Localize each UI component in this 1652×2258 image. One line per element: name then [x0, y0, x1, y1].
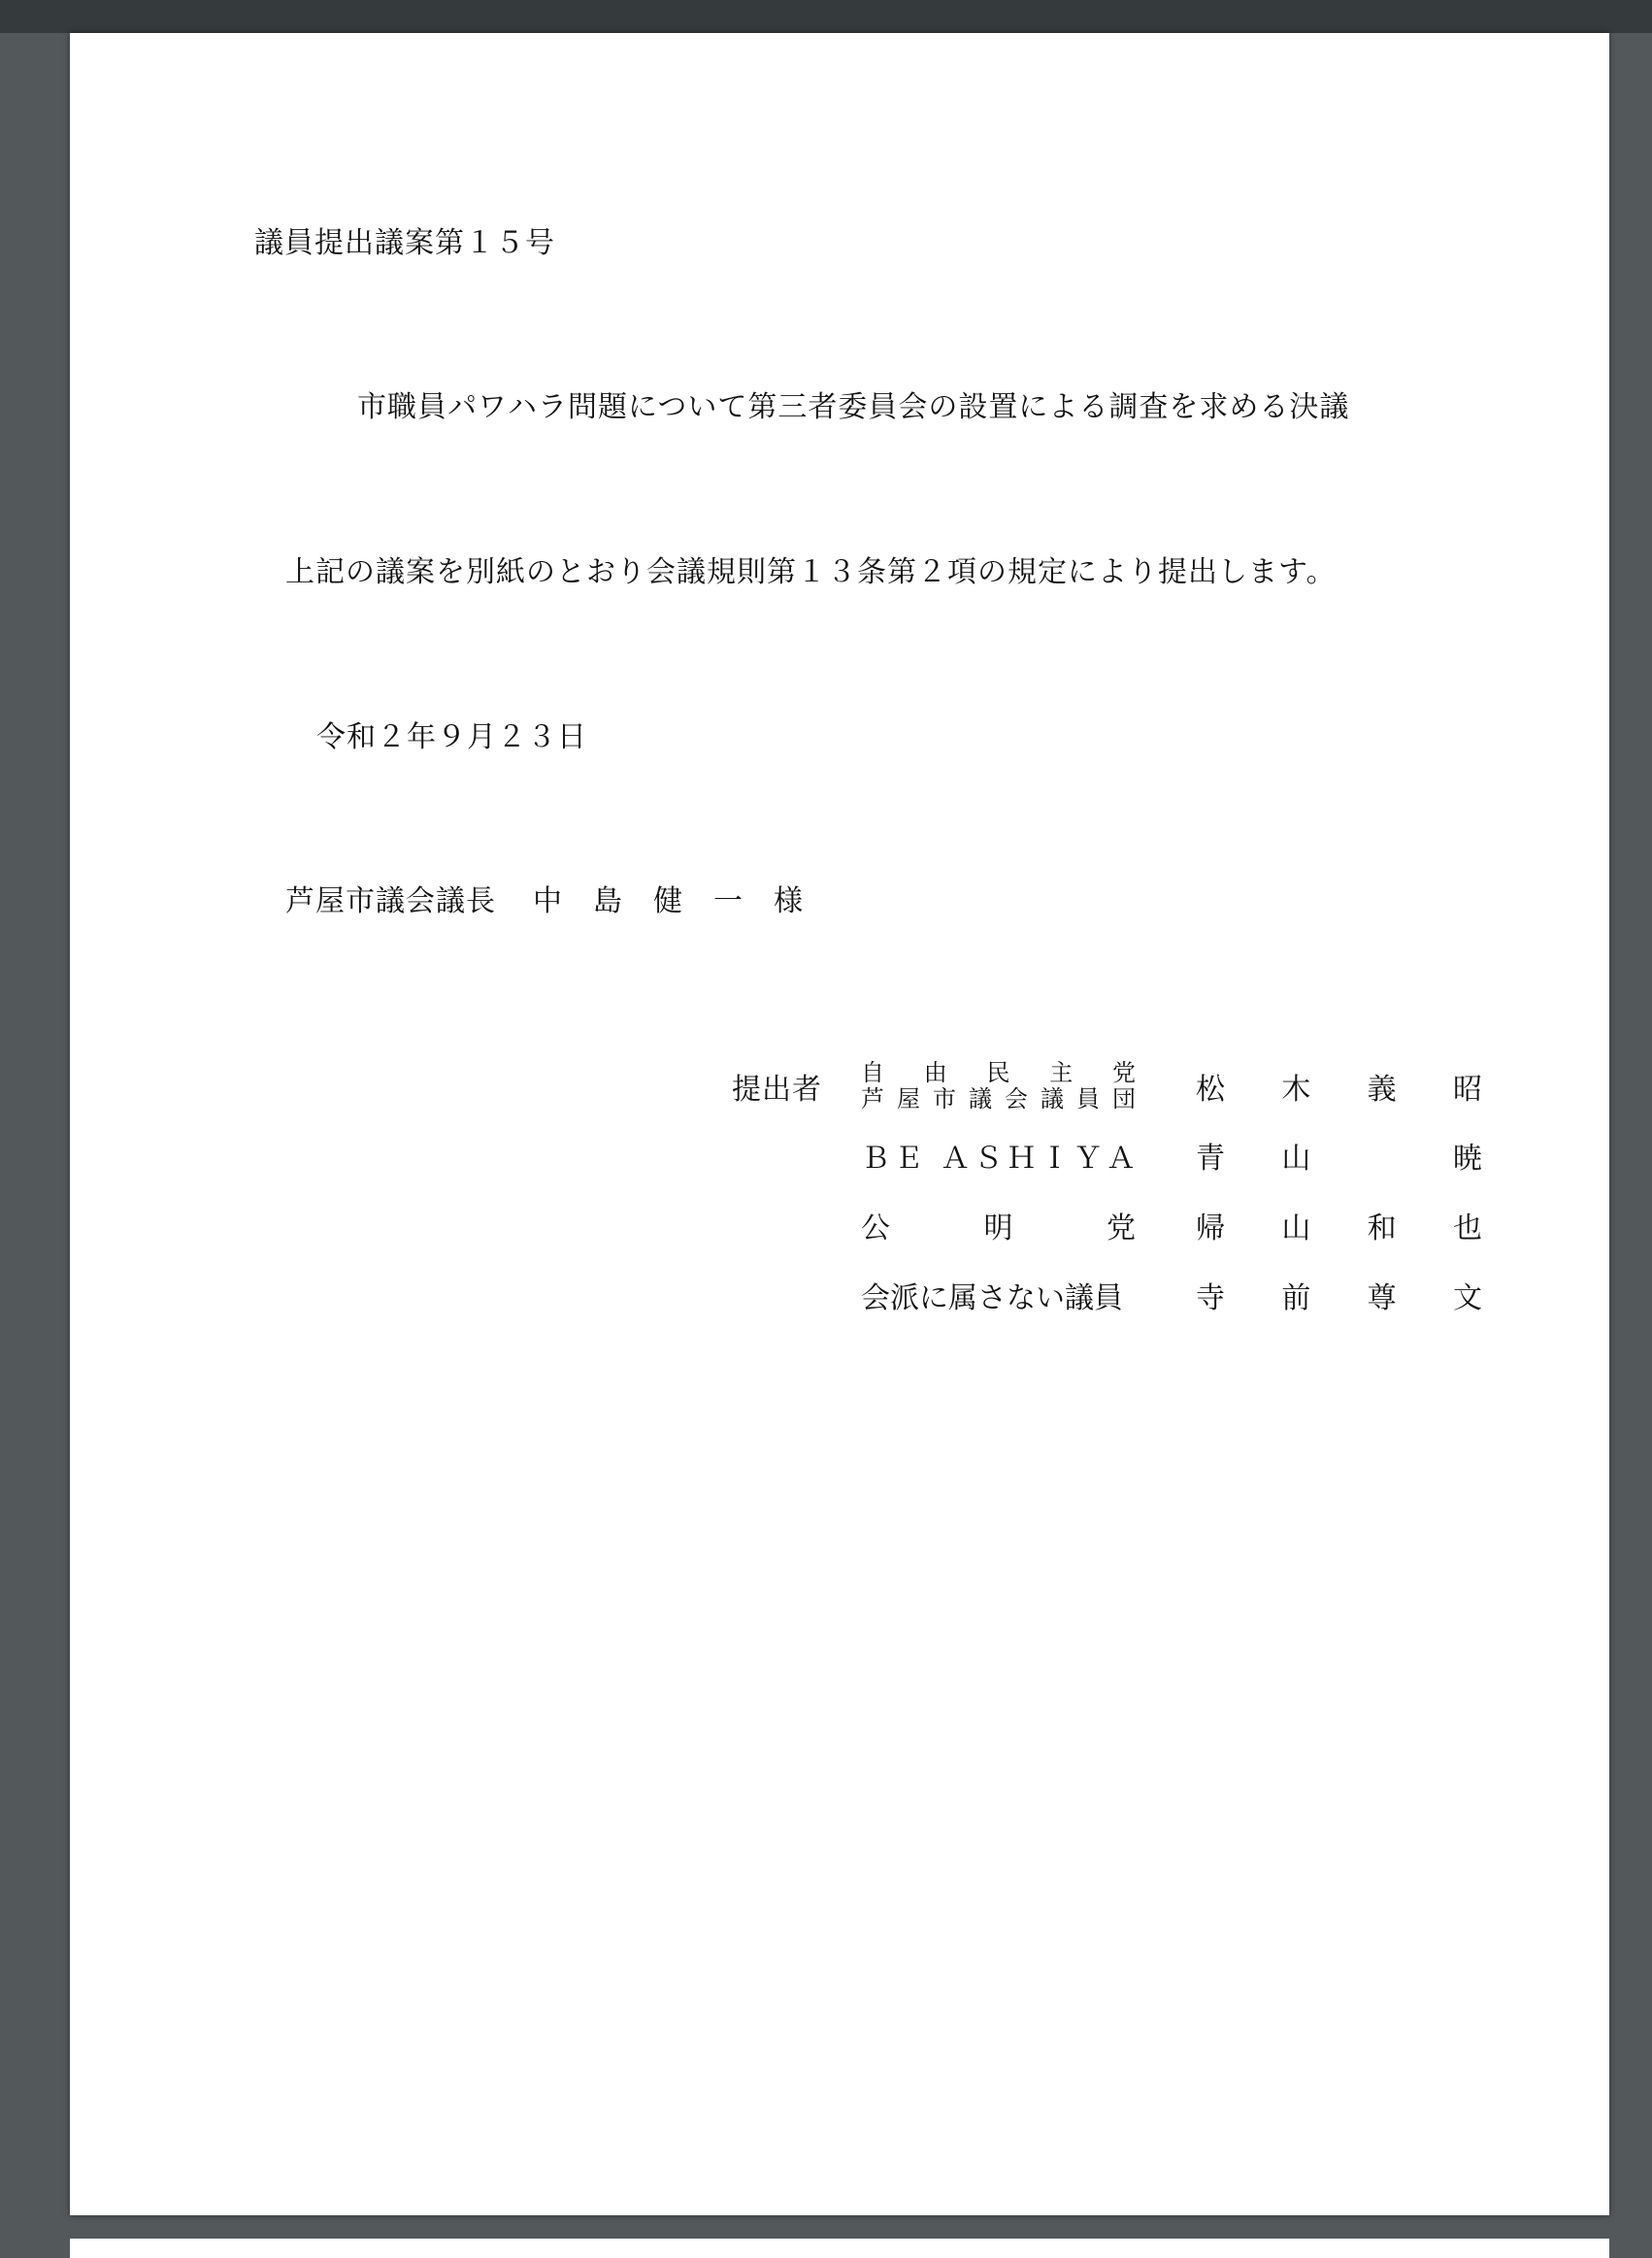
name-char: 文	[1452, 1281, 1482, 1315]
submitter-name	[1196, 1282, 1482, 1315]
name-char: 和	[1367, 1212, 1397, 1245]
addressee-char: 中	[533, 884, 562, 918]
group-char: Ａ	[941, 1142, 971, 1176]
name-char: 尊	[1367, 1281, 1397, 1315]
addressee-char: 様	[774, 884, 803, 918]
submitter-group	[861, 1143, 1136, 1176]
group-char: 市	[933, 1085, 956, 1112]
submission-date: 令和２年９月２３日	[316, 720, 587, 754]
group-char: 自	[861, 1059, 884, 1086]
name-char: 山	[1281, 1142, 1311, 1176]
document-page	[70, 33, 1609, 2215]
submitter-group-line2	[861, 1087, 1136, 1111]
name-char: 山	[1281, 1212, 1311, 1245]
group-char: 議	[1041, 1085, 1064, 1112]
group-char: 屋	[897, 1085, 920, 1112]
group-char: 明	[983, 1212, 1013, 1245]
name-char: 青	[1196, 1142, 1225, 1176]
group-char: Ａ	[1106, 1142, 1136, 1176]
name-char: 也	[1452, 1212, 1482, 1245]
group-char: Ｓ	[974, 1142, 1004, 1176]
addressee-title: 芦屋市議会議長	[285, 884, 496, 918]
group-char: Ｙ	[1073, 1142, 1103, 1176]
submitter-name	[1196, 1074, 1482, 1107]
name-char: 帰	[1196, 1212, 1225, 1245]
submitter-group: 会派に属さない議員	[861, 1281, 1123, 1315]
group-char: 主	[1049, 1059, 1074, 1086]
addressee-char: 島	[593, 884, 622, 918]
name-char: 昭	[1452, 1073, 1482, 1107]
addressee-name	[533, 885, 803, 918]
group-char	[927, 1143, 937, 1176]
bill-number: 議員提出議案第１５号	[254, 226, 555, 260]
group-char: 公	[861, 1212, 890, 1245]
group-char: Ｅ	[894, 1142, 924, 1176]
group-char: Ｈ	[1007, 1142, 1037, 1176]
group-char: 会	[1005, 1085, 1028, 1112]
addressee-char: 健	[653, 884, 682, 918]
submitter-label: 提出者	[732, 1073, 822, 1107]
group-char: Ｉ	[1040, 1142, 1070, 1176]
group-char: 党	[1107, 1212, 1136, 1245]
submitter-name	[1196, 1143, 1482, 1176]
name-char: 暁	[1452, 1142, 1482, 1176]
group-char: Ｂ	[861, 1142, 890, 1176]
name-char: 義	[1367, 1073, 1397, 1107]
group-char: 議	[969, 1085, 992, 1112]
group-char: 民	[986, 1059, 1010, 1086]
submission-statement: 上記の議案を別紙のとおり会議規則第１３条第２項の規定により提出します。	[285, 555, 1337, 589]
group-char: 党	[1112, 1059, 1136, 1086]
name-char: 木	[1281, 1073, 1311, 1107]
next-page-edge	[70, 2239, 1609, 2258]
viewer-toolbar	[0, 0, 1652, 33]
submitter-group	[861, 1212, 1136, 1245]
group-char: 由	[923, 1059, 947, 1086]
resolution-title: 市職員パワハラ問題について第三者委員会の設置による調査を求める決議	[357, 390, 1350, 424]
submitter-group-line1	[861, 1061, 1136, 1084]
name-char: 松	[1196, 1073, 1225, 1107]
group-char: 芦	[861, 1085, 884, 1112]
name-char: 前	[1281, 1281, 1311, 1315]
submitter-name	[1196, 1212, 1482, 1245]
name-char: 寺	[1196, 1281, 1225, 1315]
addressee-char: 一	[713, 884, 743, 918]
group-char: 団	[1112, 1085, 1136, 1112]
name-char	[1368, 1143, 1397, 1176]
group-char: 員	[1076, 1085, 1100, 1112]
